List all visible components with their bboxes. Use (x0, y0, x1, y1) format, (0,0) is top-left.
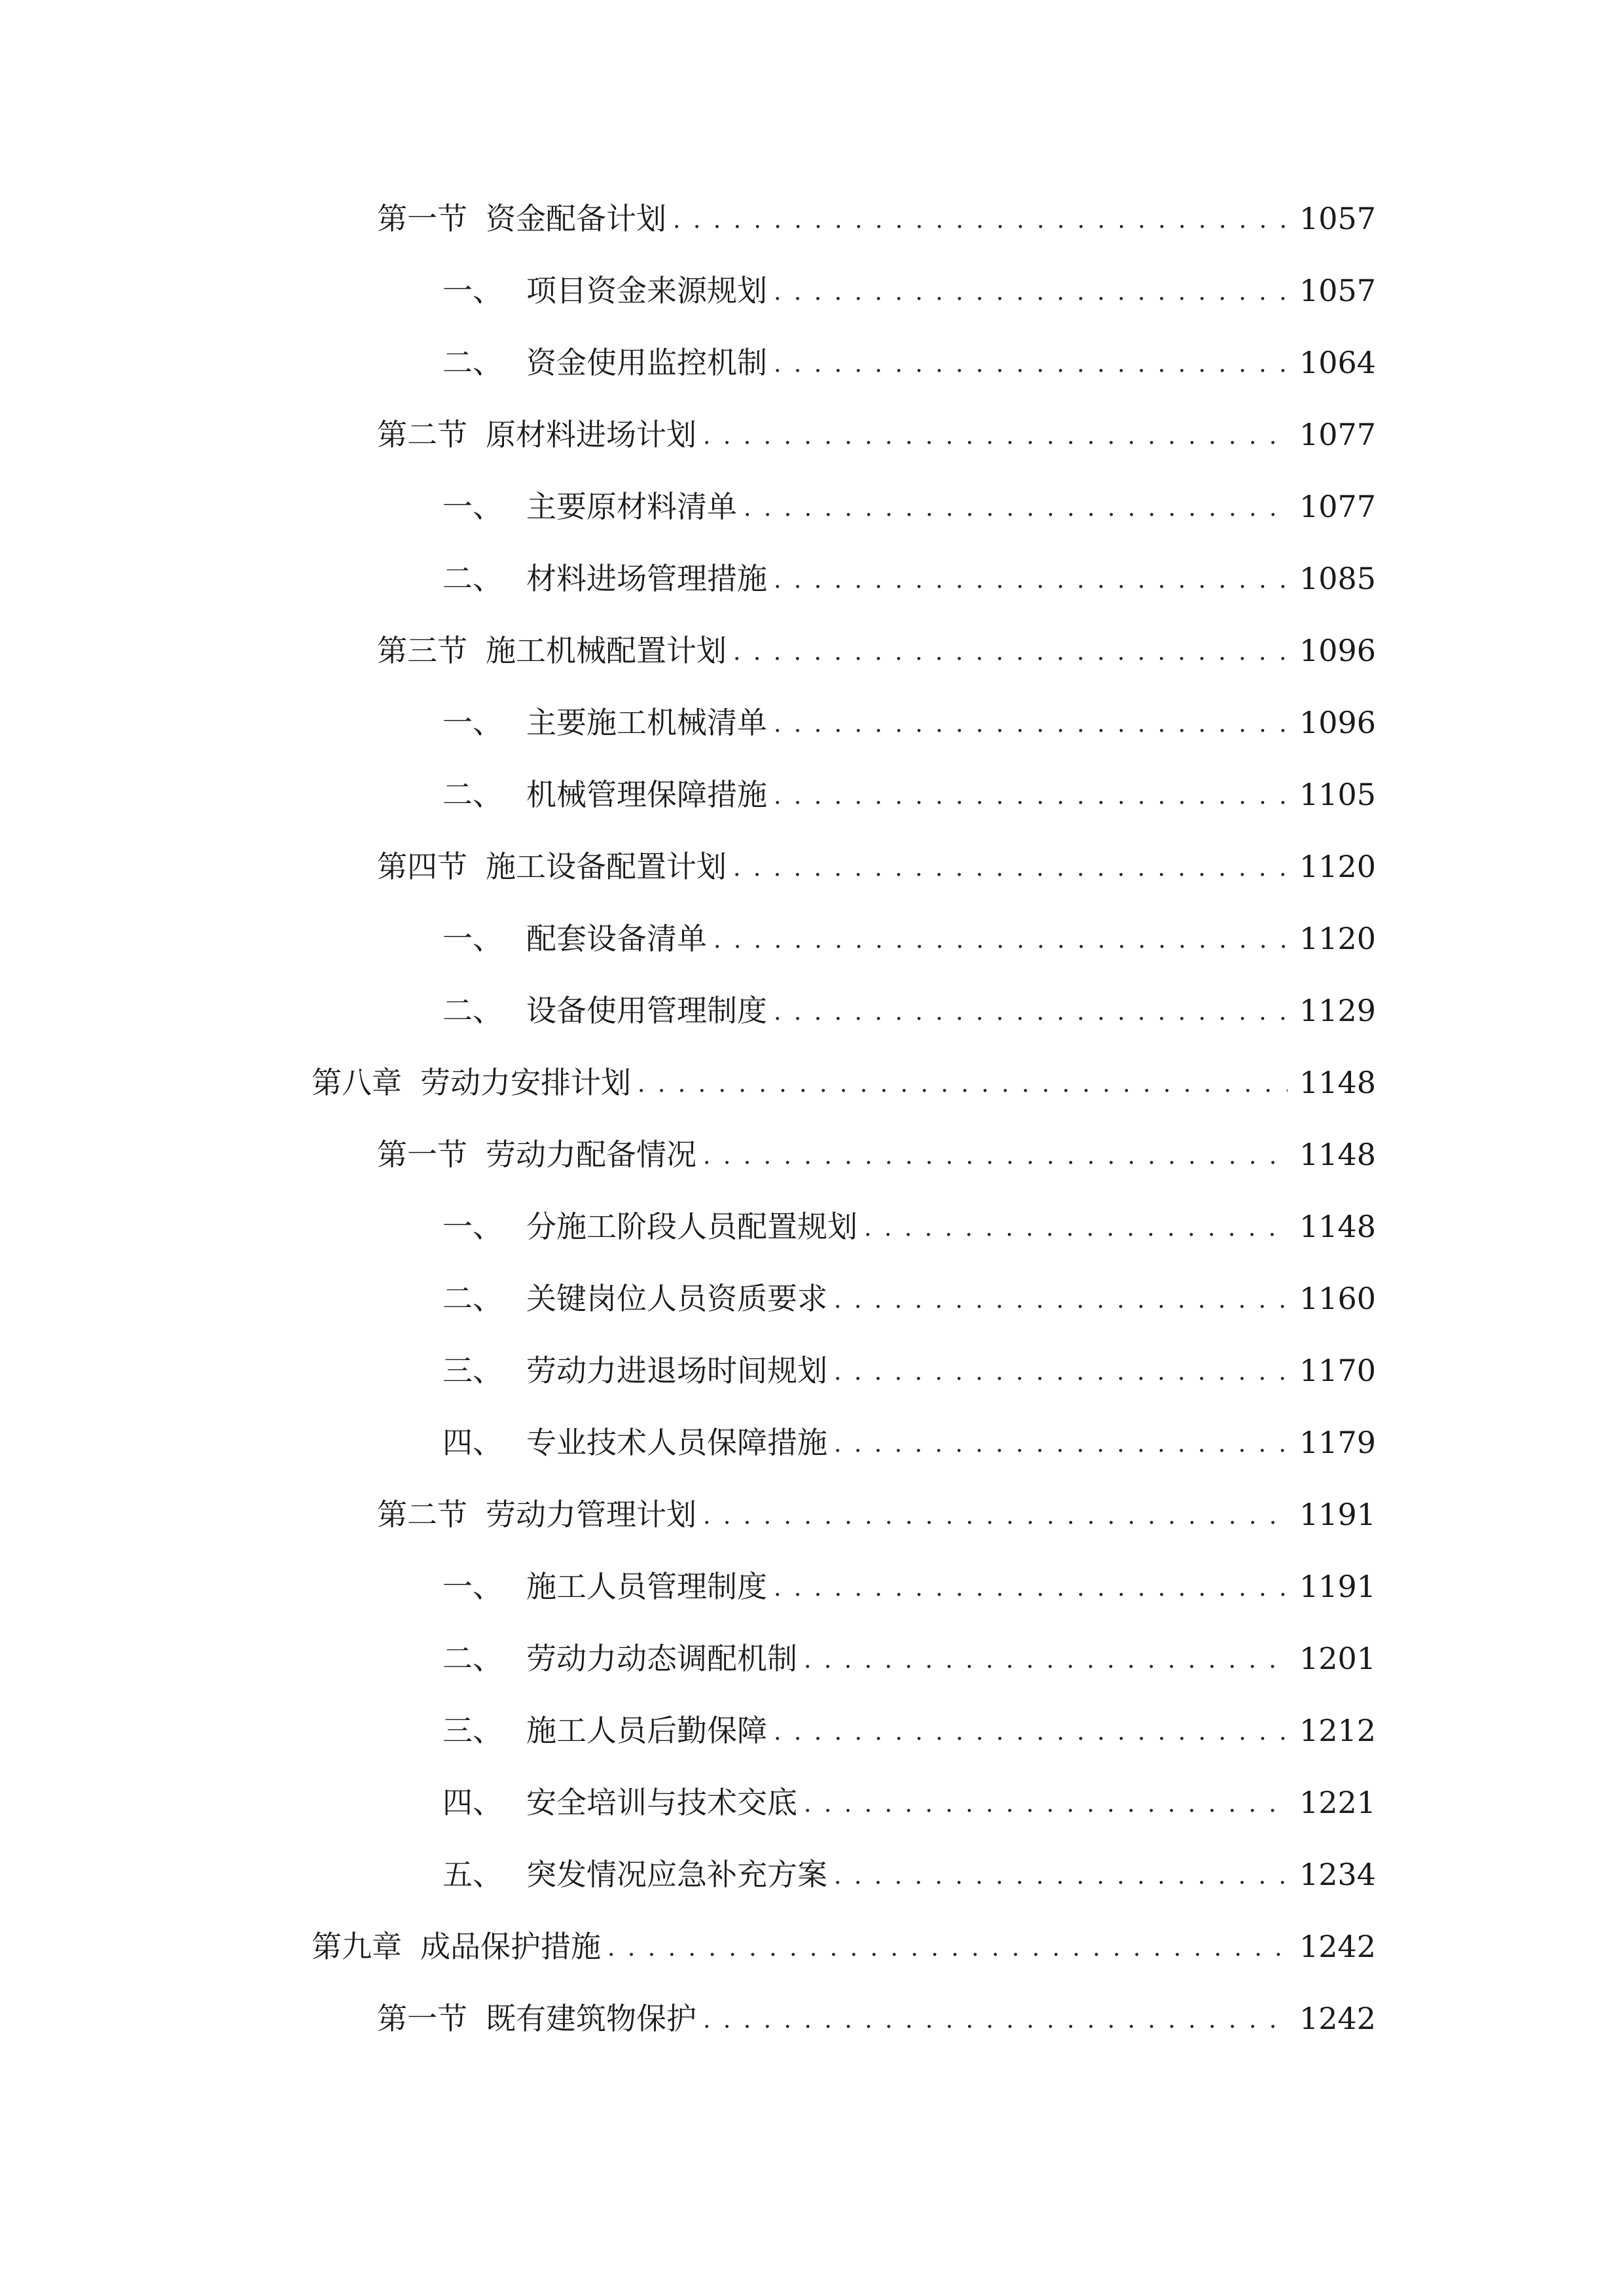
entry-title: 资金配备计划 (486, 201, 666, 236)
toc-entry-section[interactable] (377, 1128, 1377, 1181)
entry-page-number: 1148 (1299, 1209, 1377, 1244)
entry-title: 安全培训与技术交底 (526, 1785, 797, 1820)
toc-entry-item[interactable] (442, 1272, 1377, 1325)
entry-number: 三、 (442, 1353, 503, 1388)
dot-leader (774, 695, 1288, 751)
entry-page-number: 1129 (1299, 993, 1377, 1028)
dot-leader (703, 1991, 1288, 2047)
entry-title: 专业技术人员保障措施 (526, 1425, 827, 1460)
dot-leader (638, 1055, 1288, 1111)
toc-entry-section[interactable] (377, 408, 1377, 461)
entry-number: 一、 (442, 705, 503, 740)
toc-entry-item[interactable] (442, 480, 1377, 533)
toc-entry-section[interactable] (377, 1488, 1377, 1541)
entry-number: 第八章 (312, 1065, 402, 1100)
entry-page-number: 1120 (1299, 921, 1377, 956)
toc-entry-item[interactable] (442, 912, 1377, 965)
toc-entry-item[interactable] (442, 696, 1377, 749)
entry-title: 主要施工机械清单 (526, 705, 767, 740)
entry-number: 三、 (442, 1713, 503, 1748)
toc-entry-item[interactable] (442, 1200, 1377, 1253)
entry-page-number: 1191 (1299, 1497, 1377, 1532)
entry-number: 第一节 (377, 201, 467, 236)
entry-number: 一、 (442, 1569, 503, 1604)
dot-leader (834, 1271, 1288, 1327)
toc-entry-chapter[interactable] (312, 1920, 1377, 1973)
entry-title: 突发情况应急补充方案 (526, 1857, 827, 1892)
entry-page-number: 1096 (1299, 633, 1377, 668)
entry-page-number: 1221 (1299, 1785, 1377, 1820)
entry-title: 配套设备清单 (526, 921, 707, 956)
dot-leader (774, 1703, 1288, 1759)
entry-page-number: 1085 (1299, 561, 1377, 596)
entry-page-number: 1179 (1299, 1425, 1377, 1460)
entry-page-number: 1057 (1299, 201, 1377, 236)
toc-entry-section[interactable] (377, 840, 1377, 893)
dot-leader (834, 1415, 1288, 1471)
dot-leader (744, 479, 1288, 535)
entry-title: 劳动力管理计划 (486, 1497, 696, 1532)
entry-page-number: 1096 (1299, 705, 1377, 740)
entry-number: 一、 (442, 1209, 503, 1244)
entry-number: 第二节 (377, 417, 467, 452)
entry-title: 劳动力进退场时间规划 (526, 1353, 827, 1388)
entry-page-number: 1242 (1299, 2001, 1377, 2036)
entry-title: 材料进场管理措施 (526, 561, 767, 596)
toc-entry-item[interactable] (442, 1632, 1377, 1685)
entry-page-number: 1170 (1299, 1353, 1377, 1388)
dot-leader (774, 1559, 1288, 1615)
entry-title: 施工设备配置计划 (486, 849, 727, 884)
entry-page-number: 1077 (1299, 489, 1377, 524)
entry-number: 第一节 (377, 2001, 467, 2036)
entry-page-number: 1148 (1299, 1137, 1377, 1172)
entry-page-number: 1077 (1299, 417, 1377, 452)
entry-page-number: 1105 (1299, 777, 1377, 812)
dot-leader (774, 983, 1288, 1039)
toc-entry-section[interactable] (377, 624, 1377, 677)
toc-entry-item[interactable] (442, 984, 1377, 1037)
entry-title: 设备使用管理制度 (526, 993, 767, 1028)
entry-page-number: 1120 (1299, 849, 1377, 884)
entry-number: 一、 (442, 489, 503, 524)
dot-leader (774, 335, 1288, 391)
entry-page-number: 1191 (1299, 1569, 1377, 1604)
toc-entry-section[interactable] (377, 1992, 1377, 2045)
entry-title: 施工人员管理制度 (526, 1569, 767, 1604)
dot-leader (834, 1343, 1288, 1399)
entry-title: 施工机械配置计划 (486, 633, 727, 668)
entry-title: 主要原材料清单 (526, 489, 737, 524)
entry-number: 第九章 (312, 1929, 402, 1964)
dot-leader (804, 1631, 1288, 1687)
toc-entry-item[interactable] (442, 768, 1377, 821)
toc-entry-item[interactable] (442, 1848, 1377, 1901)
entry-page-number: 1148 (1299, 1065, 1377, 1100)
entry-page-number: 1057 (1299, 273, 1377, 308)
entry-title: 关键岗位人员资质要求 (526, 1281, 827, 1316)
entry-number: 一、 (442, 273, 503, 308)
toc-entry-item[interactable] (442, 1560, 1377, 1613)
toc-entry-item[interactable] (442, 552, 1377, 605)
toc-entry-item[interactable] (442, 336, 1377, 389)
toc-entry-section[interactable] (377, 192, 1377, 245)
entry-page-number: 1201 (1299, 1641, 1377, 1676)
entry-number: 二、 (442, 561, 503, 596)
dot-leader (804, 1775, 1288, 1831)
entry-number: 四、 (442, 1785, 503, 1820)
entry-page-number: 1242 (1299, 1929, 1377, 1964)
toc-entry-chapter[interactable] (312, 1056, 1377, 1109)
dot-leader (774, 263, 1288, 319)
dot-leader (703, 1127, 1288, 1183)
entry-title: 劳动力安排计划 (420, 1065, 631, 1100)
entry-title: 既有建筑物保护 (486, 2001, 696, 2036)
entry-number: 一、 (442, 921, 503, 956)
entry-title: 成品保护措施 (420, 1929, 601, 1964)
dot-leader (673, 191, 1288, 247)
dot-leader (774, 767, 1288, 823)
entry-number: 二、 (442, 1281, 503, 1316)
entry-page-number: 1160 (1299, 1281, 1377, 1316)
entry-page-number: 1064 (1299, 345, 1377, 380)
entry-number: 二、 (442, 777, 503, 812)
entry-number: 第四节 (377, 849, 467, 884)
dot-leader (607, 1919, 1288, 1975)
entry-number: 第三节 (377, 633, 467, 668)
entry-number: 二、 (442, 993, 503, 1028)
entry-title: 项目资金来源规划 (526, 273, 767, 308)
entry-title: 资金使用监控机制 (526, 345, 767, 380)
entry-title: 原材料进场计划 (486, 417, 696, 452)
entry-number: 五、 (442, 1857, 503, 1892)
dot-leader (733, 839, 1288, 895)
entry-number: 第二节 (377, 1497, 467, 1532)
toc-entry-item[interactable] (442, 264, 1377, 317)
entry-number: 第一节 (377, 1137, 467, 1172)
toc-entry-item[interactable] (442, 1416, 1377, 1469)
entry-number: 二、 (442, 1641, 503, 1676)
entry-title: 劳动力动态调配机制 (526, 1641, 797, 1676)
toc-entry-item[interactable] (442, 1344, 1377, 1397)
dot-leader (703, 407, 1288, 463)
entry-number: 二、 (442, 345, 503, 380)
toc-entry-item[interactable] (442, 1776, 1377, 1829)
dot-leader (774, 551, 1288, 607)
dot-leader (864, 1199, 1288, 1255)
entry-title: 机械管理保障措施 (526, 777, 767, 812)
dot-leader (834, 1847, 1288, 1903)
entry-title: 施工人员后勤保障 (526, 1713, 767, 1748)
entry-page-number: 1234 (1299, 1857, 1377, 1892)
toc-entry-item[interactable] (442, 1704, 1377, 1757)
entry-page-number: 1212 (1299, 1713, 1377, 1748)
entry-title: 分施工阶段人员配置规划 (526, 1209, 857, 1244)
dot-leader (703, 1487, 1288, 1543)
dot-leader (733, 623, 1288, 679)
entry-number: 四、 (442, 1425, 503, 1460)
entry-title: 劳动力配备情况 (486, 1137, 696, 1172)
dot-leader (713, 911, 1288, 967)
